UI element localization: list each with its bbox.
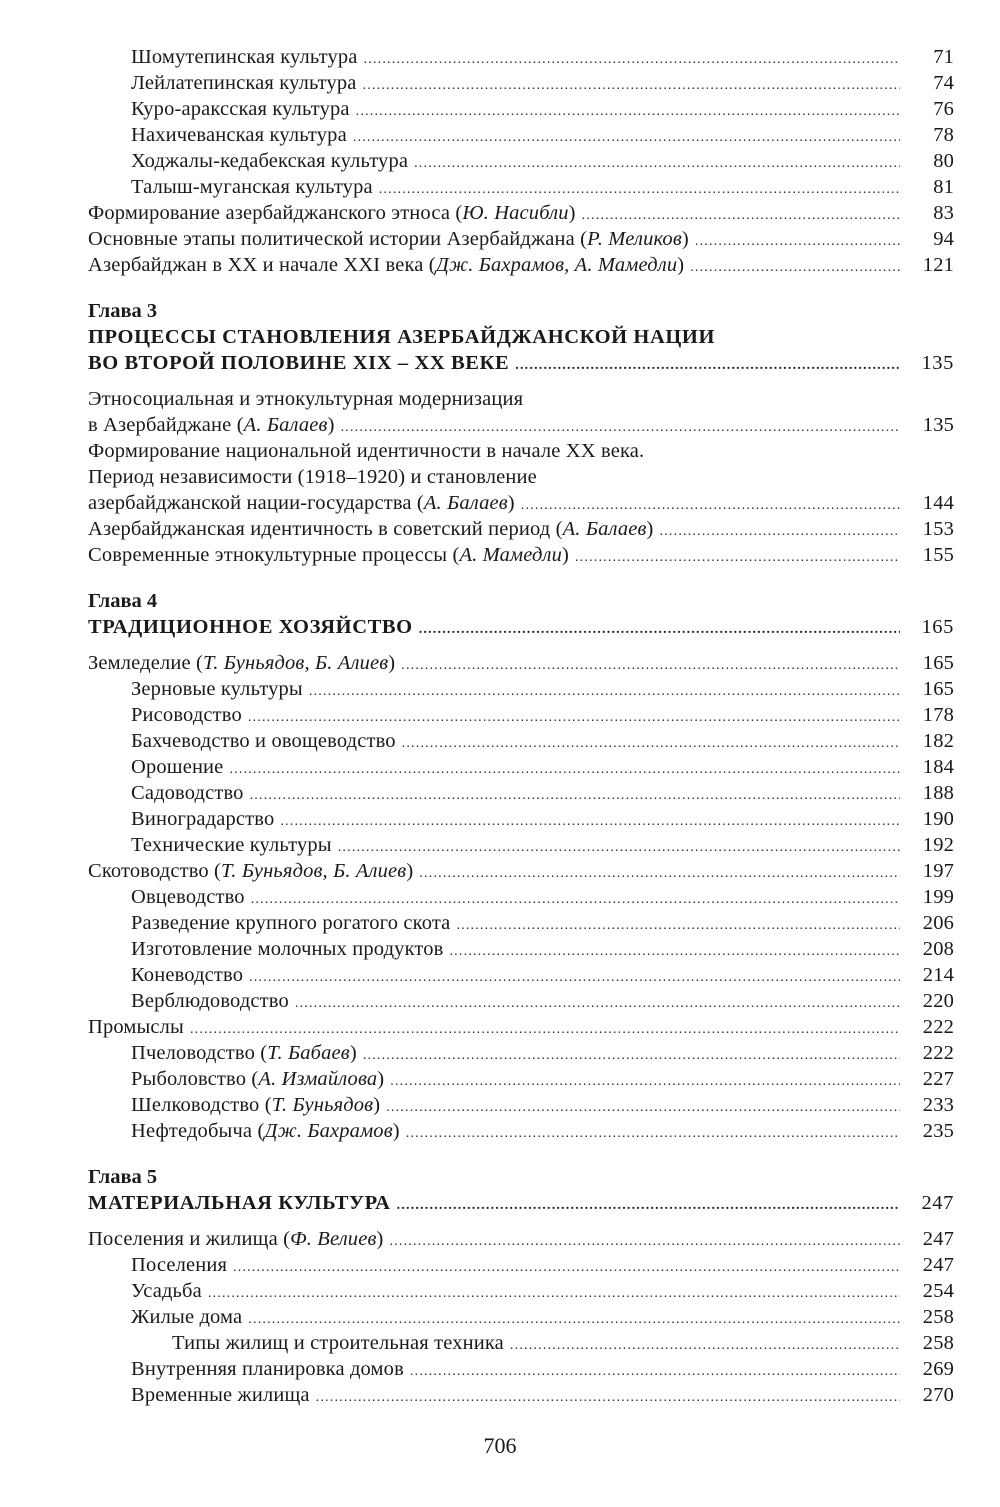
entry-author: Дж. Бахрамов, А. Мамедли [435, 254, 678, 276]
table-of-contents [88, 44, 954, 1408]
entry-title [131, 936, 449, 962]
toc-entry[interactable] [88, 200, 954, 226]
toc-entry[interactable] [88, 650, 954, 676]
leader-dots [389, 1229, 900, 1255]
entry-title: Основные этапы политической истории Азербайджана (Р. Меликов) [88, 228, 689, 250]
entry-text: Виноградарство [131, 808, 275, 830]
page-number-footer: 706 [483, 1433, 517, 1458]
chapter-title: ТРАДИЦИОННОЕ ХОЗЯЙСТВО [88, 616, 413, 638]
entry-title [131, 884, 251, 910]
leader-dots [338, 835, 900, 861]
leader-dots [363, 73, 900, 99]
entry-text: в Азербайджане ( [88, 414, 244, 436]
entry-text: Жилые дома [131, 1306, 243, 1328]
toc-entry[interactable] [88, 676, 954, 702]
page-number: 74 [933, 72, 954, 94]
entry-title [131, 702, 248, 728]
entry-text: Азербайджан в XX и начале XXI века ( [88, 254, 436, 276]
entry-text: Верблюдоводство [131, 990, 289, 1012]
entry-title [131, 1304, 248, 1330]
entry-title [131, 988, 295, 1014]
toc-entry[interactable] [88, 1066, 954, 1092]
entry-text: Ходжалы-кедабекская культура [131, 150, 409, 172]
toc-entry[interactable] [88, 1356, 954, 1382]
toc-entry[interactable] [88, 70, 954, 96]
page-number: 214 [922, 964, 954, 986]
entry-title: Шелководство (Т. Буньядов) [131, 1094, 381, 1116]
page-number: 165 [921, 616, 954, 638]
page-number: 135 [921, 352, 954, 374]
toc-section-prev-chapter [88, 44, 954, 278]
entry-author: Ю. Насибли [462, 202, 569, 224]
entry-title [131, 96, 356, 122]
page-number: 208 [922, 938, 954, 960]
page-number: 165 [922, 678, 954, 700]
toc-entry-chapter-title[interactable] [88, 614, 954, 640]
entry-title [131, 70, 363, 96]
entry-text: Земледелие ( [88, 652, 203, 674]
page-number: 197 [922, 860, 954, 882]
page-number: 135 [922, 414, 954, 436]
toc-entry[interactable] [88, 936, 954, 962]
entry-text: Нахичеванская культура [131, 124, 347, 146]
entry-title-line: Период независимости (1918–1920) и становление [88, 466, 537, 488]
entry-text: Разведение крупного рогатого скота [131, 912, 451, 934]
leader-dots [250, 783, 900, 809]
toc-entry[interactable] [88, 1226, 954, 1252]
entry-title: азербайджанской нации-государства (А. Балаев) [88, 492, 515, 514]
entry-author: Т. Буньядов, Б. Алиев [202, 652, 389, 674]
page-number: 94 [933, 228, 954, 250]
entry-text: Временные жилища [131, 1384, 310, 1406]
page-number: 78 [933, 124, 954, 146]
entry-text: Лейлатепинская культура [131, 72, 357, 94]
entry-author: А. Мамедли [459, 544, 562, 566]
entry-text: Орошение [131, 756, 224, 778]
chapter-label: Глава 3 [88, 300, 158, 322]
chapter-5 [88, 1164, 954, 1408]
entry-title [131, 122, 353, 148]
entry-text: Рыболовство ( [131, 1068, 259, 1090]
entry-text: Шомутепинская культура [131, 46, 358, 68]
entry-author: Т. Буньядов [271, 1094, 374, 1116]
page-number: 233 [922, 1094, 954, 1116]
leader-dots [309, 679, 900, 705]
toc-entry[interactable] [88, 780, 954, 806]
chapter-entries [88, 386, 954, 568]
entry-text: Внутренняя планировка домов [131, 1358, 404, 1380]
toc-entry[interactable] [88, 226, 954, 252]
chapter-title-line: ПРОЦЕССЫ СТАНОВЛЕНИЯ АЗЕРБАЙДЖАНСКОЙ НАЦИИ [88, 326, 716, 348]
chapter-title: МАТЕРИАЛЬНАЯ КУЛЬТУРА [88, 1192, 391, 1214]
page-number: 247 [921, 1192, 954, 1214]
entry-author: А. Измайлова [258, 1068, 378, 1090]
entry-title [131, 806, 280, 832]
leader-dots [364, 47, 900, 73]
toc-entry[interactable] [88, 1278, 954, 1304]
leader-dots [515, 353, 900, 379]
entry-title [131, 832, 338, 858]
toc-entry[interactable] [88, 542, 954, 568]
toc-entry[interactable] [88, 1014, 954, 1040]
leader-dots [386, 1095, 900, 1121]
page-number: 190 [922, 808, 954, 830]
toc-entry[interactable] [88, 910, 954, 936]
leader-dots [410, 1359, 900, 1385]
entry-text: Зерновые культуры [131, 678, 303, 700]
entry-text: азербайджанской нации-государства ( [88, 492, 424, 514]
entry-text: Овцеводство [131, 886, 245, 908]
entry-text: Основные этапы политической истории Азербайджана ( [88, 228, 588, 250]
entry-title: Азербайджанская идентичность в советский период (А. Балаев) [88, 518, 654, 540]
leader-dots [295, 991, 900, 1017]
chapter-4 [88, 588, 954, 1144]
toc-entry[interactable] [88, 516, 954, 542]
entry-title [131, 1382, 316, 1408]
chapter-entries [88, 1226, 954, 1408]
entry-text: Промыслы [88, 1016, 184, 1038]
entry-author: Ф. Велиев [290, 1228, 377, 1250]
entry-author: Т. Буньядов, Б. Алиев [221, 860, 407, 882]
page-number: 220 [922, 990, 954, 1012]
entry-title [131, 754, 229, 780]
page-number: 254 [922, 1280, 954, 1302]
page-number: 270 [922, 1384, 954, 1406]
entry-title: Рыболовство (А. Измайлова) [131, 1068, 385, 1090]
entry-author: А. Балаев [423, 492, 508, 514]
toc-entry[interactable] [88, 728, 954, 754]
entry-title [131, 962, 249, 988]
chapter-entries [88, 650, 954, 1144]
page-number: 235 [922, 1120, 954, 1142]
page-number: 155 [922, 544, 954, 566]
leader-dots [229, 757, 900, 783]
page-number: 258 [922, 1306, 954, 1328]
entry-text: Скотоводство ( [88, 860, 222, 882]
page-number: 81 [933, 176, 954, 198]
entry-author: А. Балаев [562, 518, 647, 540]
leader-dots [356, 99, 900, 125]
leader-dots [510, 1333, 900, 1359]
entry-title: Современные этнокультурные процессы (А. Мамедли) [88, 544, 569, 566]
toc-entry[interactable] [88, 1330, 954, 1356]
page-number: 71 [933, 46, 954, 68]
chapter-label: Глава 5 [88, 1166, 158, 1188]
page-number: 188 [922, 782, 954, 804]
entry-title [131, 1356, 410, 1382]
page-number: 182 [922, 730, 954, 752]
chapter-3 [88, 298, 954, 568]
entry-title: Азербайджан в XX и начале XXI века (Дж. Бахрамов, А. Мамедли) [88, 254, 685, 276]
toc-entry[interactable] [88, 148, 954, 174]
entry-author: А. Балаев [243, 414, 328, 436]
entry-title-line: Этносоциальная и этнокультурная модернизация [88, 388, 524, 410]
entry-title [131, 44, 364, 70]
entry-text: Бахчеводство и овощеводство [131, 730, 396, 752]
page-number: 247 [922, 1254, 954, 1276]
toc-entry[interactable] [88, 702, 954, 728]
entry-text: Азербайджанская идентичность в советский период ( [88, 518, 563, 540]
entry-text: Поселения [131, 1254, 228, 1276]
page-number: 153 [922, 518, 954, 540]
leader-dots [397, 1193, 900, 1219]
page-number: 247 [922, 1228, 954, 1250]
toc-entry-chapter-title[interactable] [88, 350, 954, 376]
entry-text: Формирование азербайджанского этноса ( [88, 202, 463, 224]
page-number: 258 [922, 1332, 954, 1354]
chapter-label: Глава 4 [88, 590, 158, 612]
entry-author: Т. Бабаев [267, 1042, 350, 1064]
leader-dots [316, 1385, 900, 1411]
leader-dots [419, 617, 900, 643]
entry-title [131, 676, 309, 702]
page-number: 121 [922, 254, 954, 276]
leader-dots [363, 1043, 900, 1069]
toc-entry[interactable] [88, 96, 954, 122]
entry-text: Коневодство [131, 964, 244, 986]
leader-dots [233, 1255, 900, 1281]
entry-text: Талыш-муганская культура [131, 176, 373, 198]
toc-entry[interactable] [88, 858, 954, 884]
page-number: 165 [922, 652, 954, 674]
entry-text: Нефтедобыча ( [131, 1120, 265, 1142]
leader-dots [419, 861, 900, 887]
toc-entry[interactable] [88, 252, 954, 278]
page-number: 192 [922, 834, 954, 856]
toc-entry[interactable] [88, 962, 954, 988]
toc-entry[interactable] [88, 44, 954, 70]
entry-title [131, 1252, 233, 1278]
entry-title: Скотоводство (Т. Буньядов, Б. Алиев) [88, 860, 414, 882]
entry-title: Земледелие (Т. Буньядов, Б. Алиев) [88, 652, 396, 674]
leader-dots [449, 939, 900, 965]
entry-author: Р. Меликов [587, 228, 682, 250]
toc-entry[interactable] [88, 1118, 954, 1144]
toc-entry-chapter-title[interactable] [88, 1190, 954, 1216]
entry-title [131, 910, 456, 936]
toc-entry[interactable] [88, 1252, 954, 1278]
page-number: 144 [922, 492, 954, 514]
entry-title: Поселения и жилища (Ф. Велиев) [88, 1228, 384, 1250]
toc-entry[interactable] [88, 1304, 954, 1330]
entry-title [131, 148, 414, 174]
entry-text: Усадьба [131, 1280, 202, 1302]
leader-dots [690, 255, 900, 281]
entry-title: Пчеловодство (Т. Бабаев) [131, 1042, 357, 1064]
entry-text: Типы жилищ и строительная техника [172, 1332, 504, 1354]
page-number: 184 [922, 756, 954, 778]
entry-title [131, 1278, 208, 1304]
leader-dots [401, 653, 900, 679]
page-number: 76 [933, 98, 954, 120]
toc-entry[interactable] [88, 832, 954, 858]
toc-entry[interactable] [88, 1092, 954, 1118]
entry-text: Пчеловодство ( [131, 1042, 268, 1064]
entry-title: Формирование азербайджанского этноса (Ю. Насибли) [88, 202, 576, 224]
page-number: 83 [933, 202, 954, 224]
toc-entry[interactable] [88, 174, 954, 200]
page-number: 227 [922, 1068, 954, 1090]
chapter-title-line: ВО ВТОРОЙ ПОЛОВИНЕ XIX – XX ВЕКЕ [88, 352, 510, 374]
entry-text: Поселения и жилища ( [88, 1228, 291, 1250]
leader-dots [414, 151, 900, 177]
entry-text: Садоводство [131, 782, 244, 804]
leader-dots [456, 913, 900, 939]
page-number: 222 [922, 1042, 954, 1064]
entry-title-line: Формирование национальной идентичности в начале XX века. [88, 440, 645, 462]
entry-title [131, 174, 379, 200]
toc-entry[interactable] [88, 884, 954, 910]
toc-entry[interactable] [88, 412, 954, 438]
leader-dots [280, 809, 900, 835]
entry-title [131, 728, 402, 754]
leader-dots [249, 965, 900, 991]
entry-text: Технические культуры [131, 834, 332, 856]
toc-entry[interactable] [88, 122, 954, 148]
toc-entry[interactable] [88, 1040, 954, 1066]
leader-dots [390, 1069, 900, 1095]
entry-title [131, 780, 250, 806]
toc-entry[interactable] [88, 1382, 954, 1408]
leader-dots [353, 125, 900, 151]
entry-text: Современные этнокультурные процессы ( [88, 544, 460, 566]
leader-dots [406, 1121, 900, 1147]
toc-entry[interactable] [88, 754, 954, 780]
page-number: 206 [922, 912, 954, 934]
page-number: 269 [922, 1358, 954, 1380]
entry-title [172, 1330, 510, 1356]
entry-text: Рисоводство [131, 704, 242, 726]
entry-title: в Азербайджане (А. Балаев) [88, 414, 335, 436]
leader-dots [575, 545, 900, 571]
entry-text: Изготовление молочных продуктов [131, 938, 444, 960]
entry-title [88, 1014, 190, 1040]
entry-title: Нефтедобыча (Дж. Бахрамов) [131, 1120, 400, 1142]
leader-dots [402, 731, 900, 757]
entry-text: Шелководство ( [131, 1094, 272, 1116]
page-number: 199 [922, 886, 954, 908]
toc-entry[interactable] [88, 988, 954, 1014]
page-number: 178 [922, 704, 954, 726]
toc-entry[interactable] [88, 806, 954, 832]
leader-dots [208, 1281, 900, 1307]
leader-dots [695, 229, 900, 255]
page-number: 80 [933, 150, 954, 172]
page-number: 222 [922, 1016, 954, 1038]
entry-author: Дж. Бахрамов [264, 1120, 393, 1142]
leader-dots [660, 519, 900, 545]
entry-text: Куро-араксская культура [131, 98, 350, 120]
toc-entry[interactable] [88, 490, 954, 516]
